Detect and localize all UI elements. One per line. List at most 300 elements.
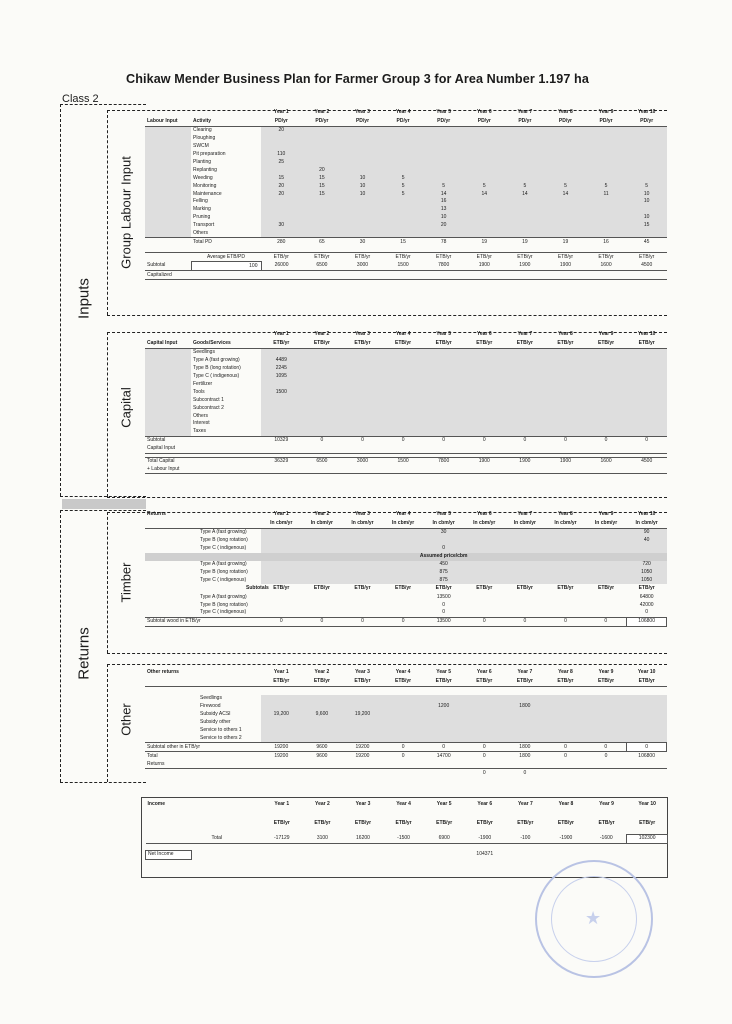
cell <box>545 529 586 537</box>
income-header: Income <box>147 801 166 807</box>
table-row <box>145 734 667 742</box>
cell <box>383 711 424 719</box>
cell: 10 <box>342 182 383 190</box>
cell <box>505 349 546 357</box>
unit-header: PD/yr <box>586 117 627 127</box>
cell <box>586 420 627 428</box>
cell <box>423 769 464 779</box>
cell <box>545 568 586 576</box>
cell <box>383 769 424 779</box>
year-header: Year 10 <box>637 331 656 337</box>
unit-header: ETB/yr <box>516 585 533 592</box>
cell <box>464 373 505 381</box>
year-header: Year 7 <box>517 331 533 337</box>
unit-header: ETB/yr <box>435 585 452 592</box>
row-label: Transport <box>193 222 215 229</box>
cell <box>505 719 546 727</box>
cell: 0 <box>482 752 486 759</box>
row-label: Weeding <box>193 174 213 181</box>
cell: 1900 <box>464 262 505 271</box>
cell <box>423 381 464 389</box>
cell: 14 <box>545 190 586 198</box>
cell <box>342 198 383 206</box>
cell <box>545 428 586 436</box>
unit-header: In cbm/yr <box>545 519 586 529</box>
capital-frame-left <box>107 332 108 497</box>
cell: 1500 <box>383 262 424 271</box>
row-label: Replanting <box>193 166 217 173</box>
cell <box>464 537 505 545</box>
labour-unit-row <box>145 117 667 127</box>
table-row <box>145 396 667 404</box>
cell <box>261 404 302 412</box>
cell: 65 <box>302 238 343 246</box>
cell <box>545 151 586 159</box>
cell <box>302 593 343 601</box>
cell <box>505 420 546 428</box>
cell <box>545 711 586 719</box>
cell <box>383 365 424 373</box>
unit-header: ETB/yr <box>557 820 575 826</box>
cell <box>505 174 546 182</box>
other-label: Other <box>118 703 134 736</box>
cell <box>383 357 424 365</box>
table-row <box>145 727 667 735</box>
cell: 0 <box>545 743 586 752</box>
unit-header: In cbm/yr <box>423 519 464 529</box>
table-row <box>145 214 667 222</box>
net-income-value: 104371 <box>476 851 494 858</box>
other-body <box>145 695 667 743</box>
cell <box>545 388 586 396</box>
row-label: Type A (fast growing) <box>200 561 247 567</box>
cell: 5 <box>383 190 424 198</box>
unit-header: ETB/yr <box>557 585 574 592</box>
cell <box>423 159 464 167</box>
cell <box>261 593 302 601</box>
cell: 20 <box>261 190 302 198</box>
year-header: Year 1 <box>273 109 289 115</box>
row-label: Planting <box>193 159 212 165</box>
unit-header: ETB/yr <box>423 677 464 687</box>
year-header: Year 6 <box>476 511 492 517</box>
cell <box>423 404 464 412</box>
cell: 7800 <box>423 262 464 271</box>
cell: 720 <box>626 561 667 569</box>
year-header: Year 1 <box>273 511 289 517</box>
table-row <box>145 609 667 617</box>
cell <box>423 727 464 735</box>
cell <box>302 727 343 735</box>
cell: 0 <box>545 436 586 444</box>
row-label: Fertilizer <box>193 381 213 387</box>
year-header: Year 8 <box>558 331 573 337</box>
cell: 0 <box>464 436 505 444</box>
labour-capitalized-row <box>145 271 667 280</box>
unit-header: ETB/yr <box>261 339 302 349</box>
cell <box>464 609 505 617</box>
cell: 0 <box>604 752 608 759</box>
cell <box>342 529 383 537</box>
group-labour-input-label: Group Labour Input <box>118 156 134 269</box>
cell: 9600 <box>316 752 328 759</box>
cell <box>464 711 505 719</box>
row-label: Seedlings <box>193 349 215 356</box>
unit-header: ETB/yr <box>423 253 464 262</box>
cell <box>383 593 424 601</box>
unit-header: ETB/yr <box>302 677 343 687</box>
cell <box>464 727 505 735</box>
cell: 5 <box>505 182 546 190</box>
official-stamp <box>535 860 653 978</box>
year-header: Year 2 <box>315 801 330 807</box>
cell: 0 <box>423 436 464 444</box>
table-row <box>145 349 667 357</box>
cell <box>545 545 586 553</box>
cell <box>626 230 667 238</box>
timber-unit-row <box>145 519 667 529</box>
cell <box>261 529 302 537</box>
cell <box>383 159 424 167</box>
row-label: Subcontract 1 <box>193 396 224 403</box>
returns-label: Returns <box>75 627 93 680</box>
cell <box>586 381 627 389</box>
cell <box>464 412 505 420</box>
year-header: Year 10 <box>637 511 656 517</box>
cell <box>261 166 302 174</box>
total-capital-label: Total Capital <box>145 457 191 465</box>
cell: 19,200 <box>261 711 302 719</box>
cell: 0 <box>302 436 343 444</box>
unit-header: PD/yr <box>261 117 302 127</box>
cell <box>545 537 586 545</box>
unit-header: ETB/yr <box>517 820 534 826</box>
table-row <box>145 388 667 396</box>
labour-input-header: Labour Input <box>145 117 191 127</box>
cell: 14 <box>505 190 546 198</box>
cell: 1500 <box>383 457 424 465</box>
cell: 1095 <box>261 373 302 381</box>
cell <box>302 404 343 412</box>
cell: 19 <box>545 238 586 246</box>
cell: -17129 <box>262 835 303 844</box>
cell: 0 <box>383 436 424 444</box>
cell: 0 <box>423 545 464 553</box>
cell <box>586 357 627 365</box>
table-row <box>145 365 667 373</box>
cell <box>342 159 383 167</box>
cell <box>545 609 586 617</box>
labour-frame-left <box>107 110 108 315</box>
cell <box>586 576 627 584</box>
subtotal-label: Subtotal <box>145 262 191 271</box>
table-row <box>145 182 667 190</box>
cell: 30 <box>423 529 464 537</box>
cell <box>545 734 586 742</box>
cell <box>342 719 383 727</box>
unit-header: ETB/yr <box>586 253 627 262</box>
cell: 0 <box>482 770 486 777</box>
cell <box>423 174 464 182</box>
cell <box>586 711 627 719</box>
year-header: Year 2 <box>314 109 330 115</box>
cell: 0 <box>545 617 586 626</box>
subtotal-wood-row <box>145 617 667 626</box>
unit-header: ETB/yr <box>464 253 505 262</box>
timber-frame-left <box>107 512 108 653</box>
table-row <box>145 166 667 174</box>
table-row <box>145 127 667 135</box>
cell <box>464 593 505 601</box>
cell: 15 <box>302 174 343 182</box>
cell <box>586 396 627 404</box>
other-unit-row <box>145 677 667 687</box>
cell <box>545 166 586 174</box>
capital-body <box>145 349 667 437</box>
row-label: Monitoring <box>193 182 217 189</box>
cell <box>626 727 667 735</box>
cell <box>342 214 383 222</box>
cell <box>545 357 586 365</box>
cell <box>586 769 627 779</box>
table-row <box>145 703 667 711</box>
row-label: Pit preparation <box>193 151 226 158</box>
cell: 875 <box>423 576 464 584</box>
labour-input-label-row <box>145 465 667 473</box>
unit-header: ETB/yr <box>597 585 615 592</box>
cell <box>302 127 343 135</box>
subtotal-wood-label: Subtotal wood in ETB/yr <box>145 617 261 626</box>
cell: 11 <box>586 190 627 198</box>
cell <box>423 349 464 357</box>
cell <box>261 561 302 569</box>
cell: 16 <box>423 198 464 206</box>
cell <box>261 412 302 420</box>
cell <box>383 601 424 609</box>
year-header: Year 9 <box>598 669 614 675</box>
year-header: Year 3 <box>355 669 370 675</box>
cell <box>302 601 343 609</box>
table-row <box>145 404 667 412</box>
cell: 45 <box>626 238 667 246</box>
table-row <box>145 561 667 569</box>
table-row <box>145 373 667 381</box>
cell <box>626 545 667 553</box>
unit-header: ETB/yr <box>423 339 464 349</box>
cell: 0 <box>423 743 464 752</box>
cell <box>261 695 302 703</box>
table-row <box>145 357 667 365</box>
cell <box>342 734 383 742</box>
cell: 10 <box>626 214 667 222</box>
cell <box>626 365 667 373</box>
cell <box>383 412 424 420</box>
cell <box>505 166 546 174</box>
cell <box>342 545 383 553</box>
unit-header: ETB/yr <box>395 820 412 826</box>
cell: 10 <box>423 214 464 222</box>
cell <box>423 420 464 428</box>
year-header: Year 4 <box>395 331 411 337</box>
row-label: Type A (fast growing) <box>193 357 240 364</box>
cell <box>586 593 627 601</box>
cell: 0 <box>383 617 424 626</box>
cell <box>626 135 667 143</box>
cell <box>505 365 546 373</box>
row-label: Others <box>193 230 209 237</box>
cell <box>261 381 302 389</box>
row-label: Type A (fast growing) <box>200 529 247 536</box>
year-header: Year 6 <box>477 801 493 807</box>
cell <box>545 719 586 727</box>
cell <box>342 230 383 238</box>
unit-header: ETB/yr <box>505 253 546 262</box>
cell <box>423 151 464 159</box>
cell: 3000 <box>342 457 383 465</box>
cell: 13500 <box>436 593 451 600</box>
cell <box>505 727 546 735</box>
cell <box>383 529 424 537</box>
cell: 1050 <box>626 576 667 584</box>
subtotal-other-row <box>145 743 667 752</box>
cell <box>383 420 424 428</box>
unit-header: PD/yr <box>383 117 424 127</box>
year-header: Year 10 <box>638 801 656 807</box>
cell: 14 <box>423 190 464 198</box>
cell <box>464 428 505 436</box>
cell: 0 <box>586 743 627 752</box>
cell: 20 <box>423 222 464 230</box>
table-row <box>145 159 667 167</box>
cell <box>626 159 667 167</box>
cell <box>586 695 627 703</box>
cell: 4489 <box>261 357 302 365</box>
cell <box>423 143 464 151</box>
table-row <box>145 174 667 182</box>
cell: -1500 <box>383 835 424 844</box>
cell <box>464 601 505 609</box>
unit-header: ETB/yr <box>626 253 667 262</box>
cell: 0 <box>505 617 546 626</box>
unit-header: In cbm/yr <box>505 519 546 529</box>
cell: 19 <box>505 238 546 246</box>
cell <box>586 428 627 436</box>
cell <box>342 703 383 711</box>
table-row <box>145 222 667 230</box>
cell <box>423 428 464 436</box>
star-icon: ★ <box>585 908 602 928</box>
cell: 20 <box>302 166 343 174</box>
cell <box>545 230 586 238</box>
row-label: Felling <box>193 198 208 205</box>
timber-price-body <box>145 561 667 585</box>
unit-header: ETB/yr <box>598 820 615 826</box>
cell <box>302 357 343 365</box>
row-label: Type B (long rotation) <box>200 568 248 575</box>
cell <box>302 365 343 373</box>
unit-header: ETB/yr <box>436 820 453 826</box>
cell <box>586 214 627 222</box>
unit-header: ETB/yr <box>383 253 424 262</box>
spacer-row <box>145 687 667 696</box>
cell <box>505 561 546 569</box>
cell <box>302 412 343 420</box>
cell <box>545 576 586 584</box>
cell <box>505 568 546 576</box>
cell <box>464 420 505 428</box>
cell: 3000 <box>342 262 383 271</box>
cell <box>545 420 586 428</box>
cell: 10 <box>342 174 383 182</box>
cell <box>505 711 546 719</box>
cell: 10 <box>626 190 667 198</box>
timber-label: Timber <box>118 562 134 603</box>
cell <box>383 230 424 238</box>
cell <box>342 135 383 143</box>
trailing-values-row <box>145 769 667 779</box>
cell <box>342 695 383 703</box>
cell <box>261 420 302 428</box>
table-row <box>145 381 667 389</box>
cell <box>464 576 505 584</box>
cell: 10 <box>342 190 383 198</box>
year-header: Year 8 <box>558 801 574 807</box>
year-header: Year 2 <box>314 331 330 337</box>
cell <box>505 609 546 617</box>
activity-header: Activity <box>191 117 261 127</box>
row-label: Pruning <box>193 214 211 221</box>
cell: 0 <box>626 743 667 752</box>
year-header: Year 4 <box>395 669 411 675</box>
year-header: Year 4 <box>395 109 411 115</box>
cell <box>342 166 383 174</box>
assumed-price-row <box>145 553 667 561</box>
year-header: Year 7 <box>517 801 533 807</box>
cell <box>586 404 627 412</box>
cell: 1900 <box>545 457 586 465</box>
cell <box>545 349 586 357</box>
cell: 1050 <box>626 568 667 576</box>
cell <box>342 420 383 428</box>
cell <box>342 222 383 230</box>
cell <box>342 568 383 576</box>
row-label: Service to others 2 <box>200 734 242 741</box>
cell: 13500 <box>423 617 464 626</box>
cell <box>423 396 464 404</box>
cell <box>464 388 505 396</box>
cell <box>464 529 505 537</box>
cell <box>302 561 343 569</box>
subtotal-other-label: Subtotal other in ETB/yr <box>145 743 261 752</box>
unit-header: In cbm/yr <box>342 519 383 529</box>
cell <box>586 703 627 711</box>
table-row <box>145 420 667 428</box>
cell: 64800 <box>639 593 654 600</box>
income-table <box>145 800 668 860</box>
cell <box>464 381 505 389</box>
capital-frame-bottom <box>107 497 667 498</box>
cell <box>342 151 383 159</box>
cell <box>464 206 505 214</box>
total-label: Total <box>147 752 158 759</box>
cell <box>626 420 667 428</box>
cell <box>626 734 667 742</box>
cell <box>545 222 586 230</box>
cell <box>505 601 546 609</box>
cell: 1900 <box>464 457 505 465</box>
total-pd-label: Total PD <box>191 238 261 246</box>
table-row <box>145 135 667 143</box>
